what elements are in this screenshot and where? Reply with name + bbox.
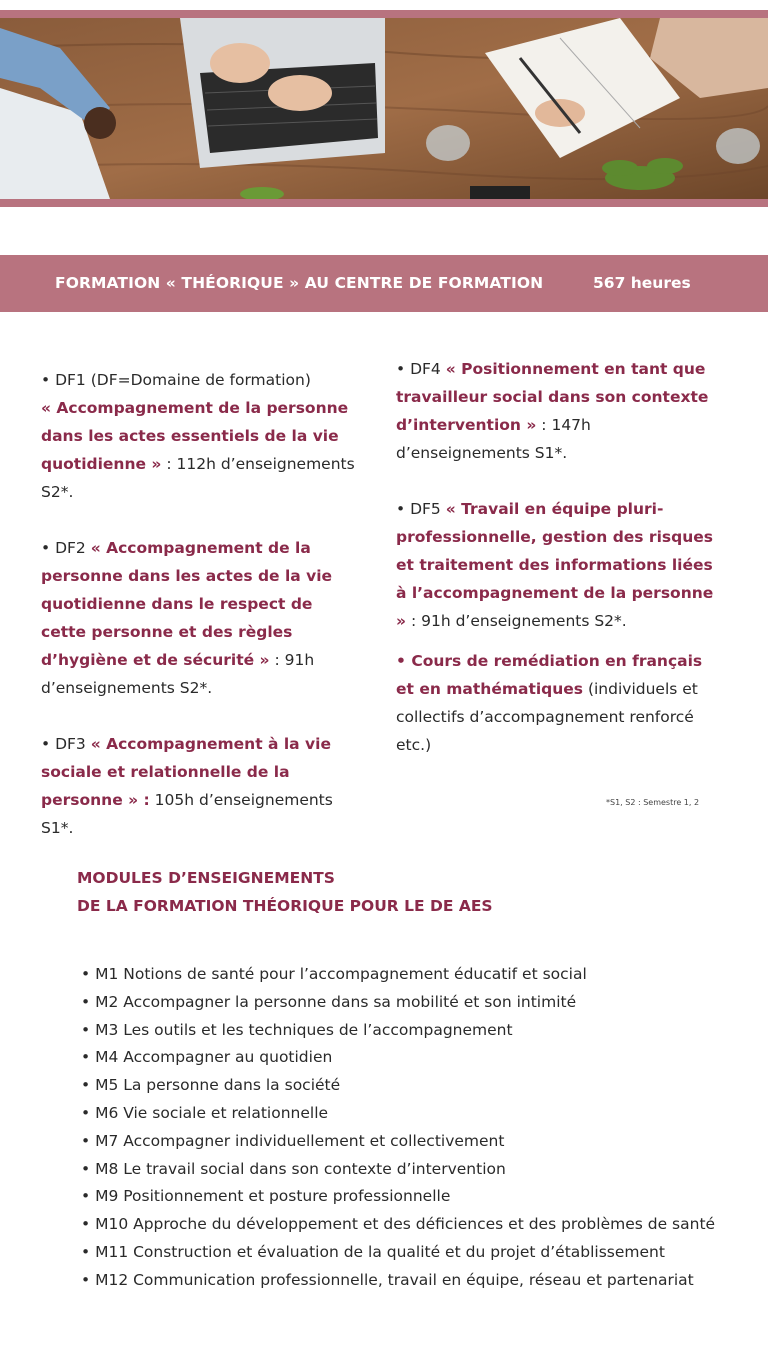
remediation-courses — [396, 647, 716, 759]
hero-bottom-border — [0, 199, 768, 207]
domain-df2-hours: : 91h d’enseignements S2*. — [41, 651, 315, 697]
modules-list — [81, 961, 741, 1295]
module-item-m7: • M7 Accompagner individuellement et collectivement — [81, 1128, 741, 1156]
semester-footnote: *S1, S2 : Semestre 1, 2 — [606, 798, 700, 807]
domain-df4 — [396, 355, 716, 467]
module-item-m8: • M8 Le travail social dans son contexte d’intervention — [81, 1156, 741, 1184]
domain-df1-title: « Accompagnement de la personne dans les actes essentiels de la vie quotidienne » — [41, 399, 349, 473]
domain-df5-prefix: • DF5 — [396, 500, 446, 518]
domain-df1-hours: : 112h d’enseignements S2*. — [41, 455, 355, 501]
remediation-title: Cours de remédiation en français et en mathématiques — [396, 652, 703, 698]
section-header-band — [0, 255, 768, 312]
module-item-m4: • M4 Accompagner au quotidien — [81, 1044, 741, 1072]
domain-df1 — [41, 366, 359, 506]
domain-df3-hours: 105h d’enseignements S1*. — [41, 791, 333, 837]
domain-df3-title: « Accompagnement à la vie sociale et relationnelle de la personne » : — [41, 735, 331, 809]
domain-df2-prefix: • DF2 — [41, 539, 91, 557]
domain-df4-hours: : 147h d’enseignements S1*. — [396, 416, 591, 462]
domain-df1-prefix: • DF1 (DF=Domaine de formation) — [41, 371, 311, 389]
module-item-m5: • M5 La personne dans la société — [81, 1072, 741, 1100]
module-item-m6: • M6 Vie sociale et relationnelle — [81, 1100, 741, 1128]
domain-df2 — [41, 534, 359, 702]
domain-df5 — [396, 495, 716, 635]
domain-df2-title: « Accompagnement de la personne dans les actes de la vie quotidienne dans le respect de cette personne et des règles d’hygiène et de sécurité » — [41, 539, 333, 669]
module-item-m10: • M10 Approche du développement et des déficiences et des problèmes de santé — [81, 1211, 741, 1239]
modules-heading-line1: MODULES D’ENSEIGNEMENTS — [77, 869, 335, 887]
domain-df4-prefix: • DF4 — [396, 360, 446, 378]
module-item-m9: • M9 Positionnement et posture professionnelle — [81, 1183, 741, 1211]
module-item-m12: • M12 Communication professionnelle, travail en équipe, réseau et partenariat — [81, 1267, 741, 1295]
module-item-m1: • M1 Notions de santé pour l’accompagnement éducatif et social — [81, 961, 741, 989]
domains-right-column — [396, 355, 716, 759]
hero-top-border — [0, 10, 768, 18]
domain-df5-title: « Travail en équipe pluri-professionnelle, gestion des risques et traitement des informations liées à l’accompagnement de la personne » — [396, 500, 714, 630]
modules-heading-line2: DE LA FORMATION THÉORIQUE POUR LE DE AES — [77, 897, 493, 915]
total-hours: 567 heures — [593, 274, 691, 292]
domain-df3 — [41, 730, 359, 842]
remediation-bullet: • — [396, 652, 412, 670]
section-title: FORMATION « THÉORIQUE » AU CENTRE DE FORMATION — [55, 274, 544, 292]
domain-df3-prefix: • DF3 — [41, 735, 91, 753]
hero-banner — [0, 0, 768, 207]
domain-df5-hours: : 91h d’enseignements S2*. — [406, 612, 627, 630]
module-item-m2: • M2 Accompagner la personne dans sa mobilité et son intimité — [81, 989, 741, 1017]
domains-left-column — [41, 366, 359, 842]
domain-df4-title: « Positionnement en tant que travailleur social dans son contexte d’intervention » — [396, 360, 709, 434]
remediation-details: (individuels et collectifs d’accompagnement renforcé etc.) — [396, 680, 698, 754]
modules-heading — [77, 864, 493, 920]
module-item-m3: • M3 Les outils et les techniques de l’accompagnement — [81, 1017, 741, 1045]
module-item-m11: • M11 Construction et évaluation de la qualité et du projet d’établissement — [81, 1239, 741, 1267]
hero-photo-desk — [0, 18, 768, 199]
